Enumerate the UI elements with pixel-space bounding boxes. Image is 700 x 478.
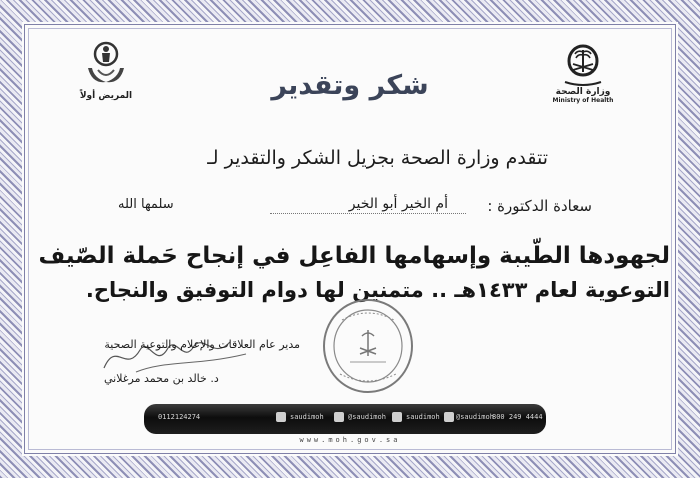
- signatory-name: د. خالد بن محمد مرغلاني: [104, 372, 219, 385]
- facebook-icon: [276, 412, 286, 422]
- blessing: سلمها الله: [118, 197, 174, 212]
- salutation: سعادة الدكتورة :: [487, 197, 592, 215]
- appreciation-line-2: التوعوية لعام ١٤٣٣هـ .. متمنين لها دوام التوفيق والنجاح.: [85, 278, 670, 302]
- certificate-title: شكر وتقدير: [271, 70, 429, 101]
- official-stamp-icon: [320, 296, 416, 396]
- instagram-icon: [444, 412, 454, 422]
- appreciation-line-1: لجهودها الطّيبة وإسهامها الفاعِل في إنجاح حَملة الصّيف: [38, 243, 670, 269]
- thanks-line: تتقدم وزارة الصحة بجزيل الشكر والتقدير لـ: [207, 147, 548, 169]
- social-handle-2: @saudimoh: [348, 413, 386, 421]
- social-handle-3: saudimoh: [406, 413, 440, 421]
- website-url: www.moh.gov.sa: [299, 436, 401, 444]
- patient-first-text: المريض أولاً: [79, 91, 133, 101]
- social-handle-4: @saudimoh: [456, 413, 494, 421]
- twitter-icon: [334, 412, 344, 422]
- recipient-name: أم الخير أبو الخير: [348, 196, 448, 212]
- phone-number-left: 0112124274: [158, 413, 201, 421]
- signatory-title: مدير عام العلاقات والإعلام والتوعية الصحية: [104, 338, 300, 351]
- social-handle-1: saudimoh: [290, 413, 324, 421]
- moh-english-name: Ministry of Health: [552, 96, 614, 104]
- contact-footer-bar: [144, 404, 546, 434]
- dotted-line: [270, 213, 466, 214]
- phone-number-right: 800 249 4444: [492, 413, 543, 421]
- youtube-icon: [392, 412, 402, 422]
- moh-arabic-name: وزارة الصحة: [555, 87, 611, 97]
